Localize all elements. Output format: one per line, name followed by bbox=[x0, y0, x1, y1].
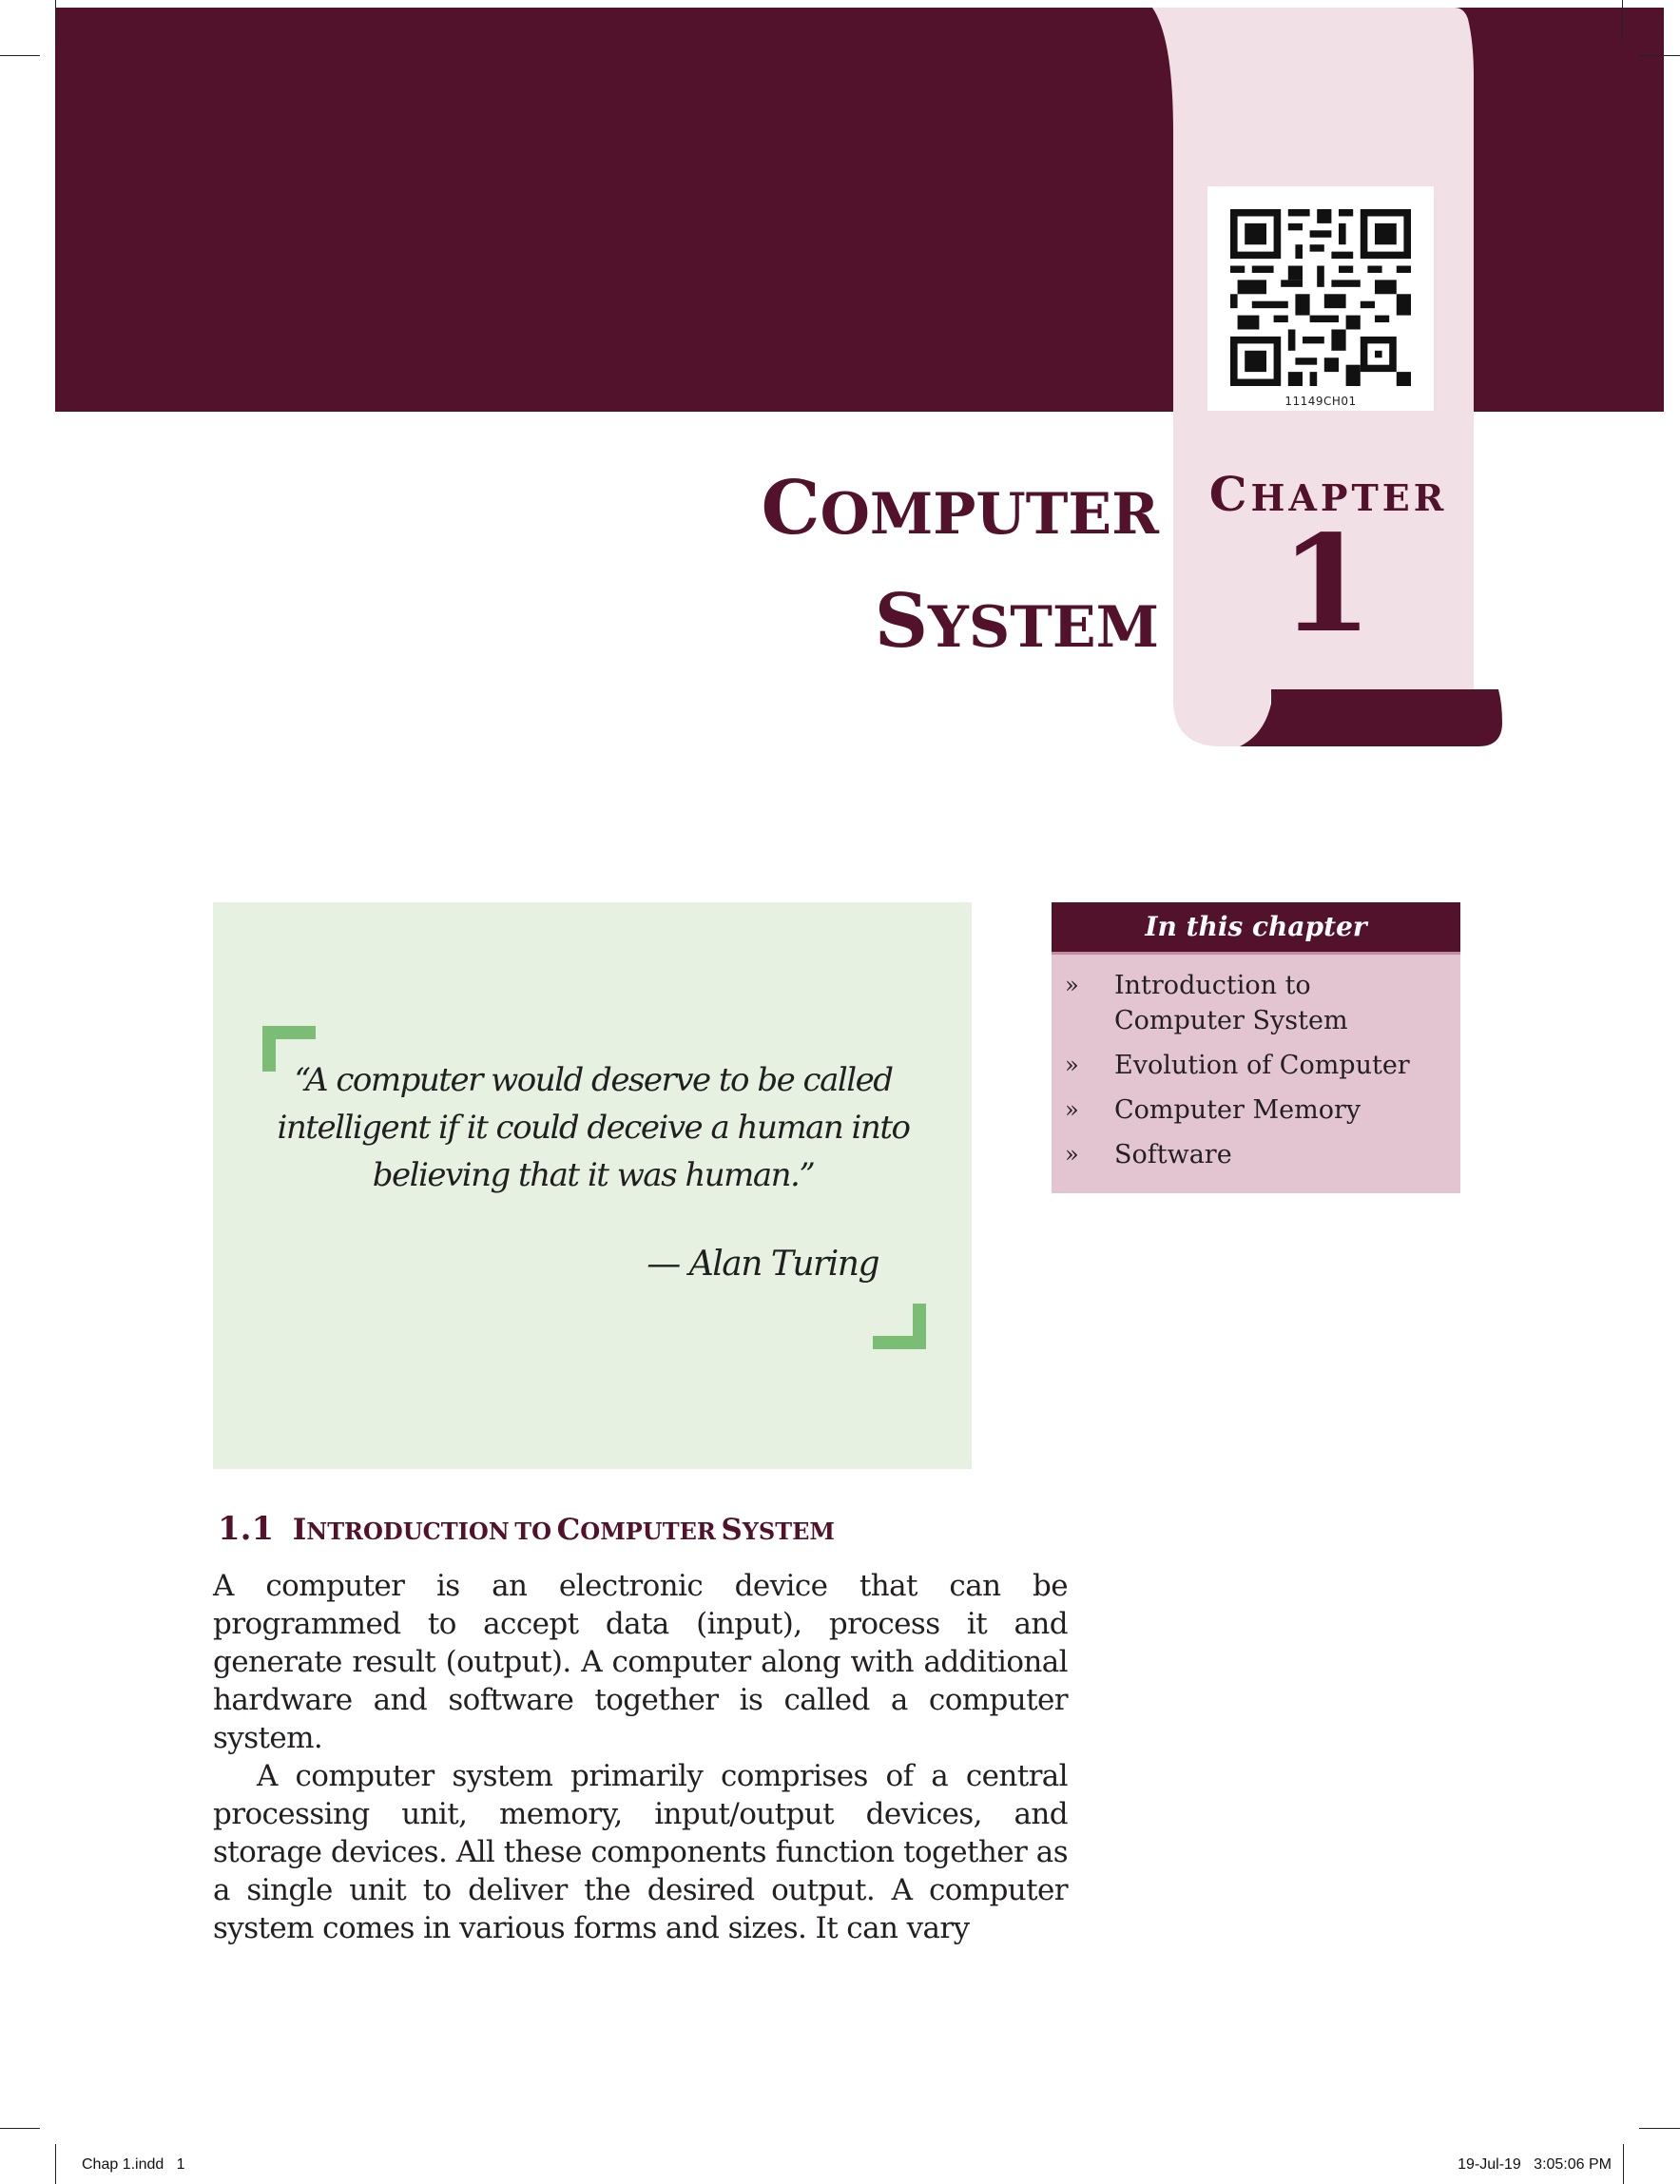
chapter-contents-item[interactable] bbox=[1052, 1048, 1460, 1083]
crop-mark bbox=[1639, 55, 1680, 56]
section-title: INTRODUCTION TO COMPUTER SYSTEM bbox=[292, 1513, 835, 1547]
chapter-title bbox=[762, 462, 1159, 688]
chapter-label: CHAPTER bbox=[1208, 466, 1448, 522]
chapter-contents-item-label: Evolution of Computer bbox=[1114, 1051, 1410, 1080]
crop-mark bbox=[55, 0, 56, 40]
chapter-contents-item[interactable] bbox=[1052, 1092, 1460, 1128]
chevron-right-icon: » bbox=[1065, 1052, 1079, 1078]
quote-author: — Alan Turing bbox=[647, 1245, 879, 1284]
chevron-right-icon: » bbox=[1065, 972, 1079, 998]
quote-text: “A computer would deserve to be called intelligent if it could deceive a human into believing that it was human.” bbox=[277, 1061, 910, 1194]
chapter-contents-box bbox=[1052, 902, 1460, 1193]
chapter-title-line-2: SYSTEM bbox=[874, 578, 1159, 665]
chapter-number: 1 bbox=[1280, 507, 1373, 663]
paragraph: A computer is an electronic device that can be programmed to accept data (input), process it and generate result (output). A computer along with additional hardware and software together is called a computer system. bbox=[213, 1569, 1068, 1755]
section-heading bbox=[218, 1510, 835, 1548]
quote-box bbox=[213, 902, 972, 1469]
chapter-contents-item[interactable] bbox=[1052, 1137, 1460, 1172]
qr-code[interactable] bbox=[1207, 186, 1434, 411]
chapter-contents-list bbox=[1052, 955, 1460, 1193]
chapter-contents-item-label: Computer Memory bbox=[1114, 1095, 1361, 1125]
crop-mark bbox=[1639, 2128, 1680, 2129]
crop-mark bbox=[1622, 0, 1623, 40]
slug-timestamp: 19-Jul-19 3:05:06 PM bbox=[1458, 2156, 1612, 2173]
paragraph: A computer system primarily comprises of a central processing unit, memory, input/output devices, and storage devices. All these components function together as a single unit to deliver the desired output. A computer system comes in various forms and sizes. It can vary bbox=[213, 1759, 1068, 1945]
section-body bbox=[213, 1567, 1068, 1947]
crop-mark bbox=[1623, 2144, 1624, 2184]
section-number: 1.1 bbox=[218, 1510, 275, 1548]
chapter-contents-item[interactable] bbox=[1052, 968, 1460, 1038]
chevron-right-icon: » bbox=[1065, 1141, 1079, 1168]
qr-code-icon bbox=[1230, 209, 1411, 386]
crop-mark bbox=[55, 2144, 56, 2184]
chevron-right-icon: » bbox=[1065, 1096, 1079, 1123]
qr-code-label: 11149CH01 bbox=[1284, 395, 1357, 408]
crop-mark bbox=[0, 2128, 40, 2129]
chapter-title-line-1: COMPUTER bbox=[761, 465, 1159, 551]
slug-file-label: Chap 1.indd 1 bbox=[82, 2156, 185, 2173]
crop-mark bbox=[0, 55, 40, 56]
chapter-contents-item-label: Introduction to Computer System bbox=[1114, 971, 1348, 1035]
quote-close-corner-icon bbox=[873, 1304, 926, 1349]
chapter-contents-item-label: Software bbox=[1114, 1140, 1232, 1169]
chapter-contents-heading: In this chapter bbox=[1052, 902, 1460, 955]
